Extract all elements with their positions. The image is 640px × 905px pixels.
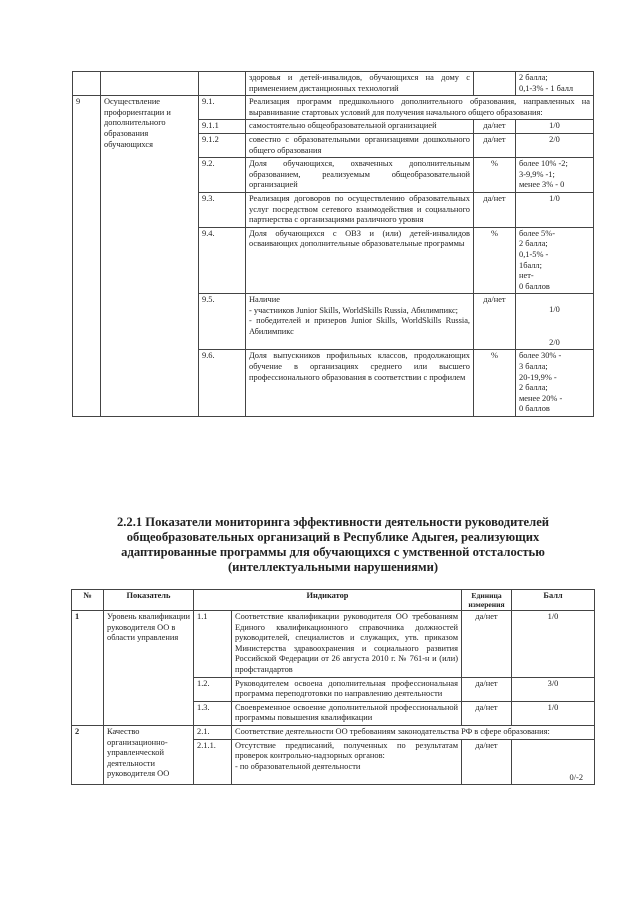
unit-cell: да/нет [462,739,512,785]
score-cell: более 30% - 3 балла; 20-19,9% - 2 балла; менее 20% - 0 баллов [516,350,594,417]
unit-cell: % [474,158,516,193]
heading-line-2: общеобразовательных организаций в Республике Адыгея, реализующих [126,530,540,544]
heading-line-4: (интеллектуальными нарушениями) [227,560,439,574]
score-cell: 2/0 [516,133,594,157]
score-cell: 3/0 [512,677,595,701]
unit-cell: да/нет [462,611,512,678]
indicator-text: Реализация договоров по осуществлению образовательных услуг посредством сетевого взаимодействия и социального партнерства с организациями различного уровня [246,192,474,227]
indicator-code: 9.6. [199,350,246,417]
indicator-code: 2.1. [194,725,232,739]
table-row [73,72,594,96]
indicator-code: 1.2. [194,677,232,701]
section-heading [70,515,596,575]
indicator-sub-text: - по образовательной деятельности [235,761,361,771]
indicator-code: 9.1.2 [199,133,246,157]
table-row [72,611,595,678]
table-row [72,725,595,739]
score-cell: 1/0 [512,611,595,678]
unit-cell: % [474,227,516,294]
score-cell [512,739,595,785]
indicator-code: 9.5. [199,294,246,350]
score-cell: 1/0 [516,192,594,227]
indicator-text: Реализация программ предшкольного дополнительного образования, направленных на выравнивание стартовых условий для получения начального общего образования: [246,96,594,120]
indicator-text: здоровья и детей-инвалидов, обучающихся на дому с применением дистанционных технологий [246,72,474,96]
indicator-text: совестно с образовательными организациями дошкольного общего образования [246,133,474,157]
header-index: Индикатор [194,590,462,611]
score-cell: 1/0 [512,701,595,725]
score-cell: 1/0 [516,120,594,134]
table-header-row [72,590,595,611]
unit-cell: да/нет [462,677,512,701]
indicator-code: 1.1 [194,611,232,678]
score-winners: 2/0 [549,337,560,347]
indicator-code: 9.2. [199,158,246,193]
score-cell: более 5%- 2 балла; 0,1-5% - 1балл; нет- 0 баллов [516,227,594,294]
section-title: Уровень квалификации руководителя ОО в области управления [104,611,194,726]
score-cell: более 10% -2; 3-9,9% -1; менее 3% - 0 [516,158,594,193]
heading-line-3: адаптированные программы для обучающихся с умственной отсталостью [121,545,545,559]
header-score: Балл [512,590,595,611]
indicator-text: Соответствие квалификации руководителя ОО требованиям Единого квалификационного справочника должностей руководителей, специалистов и служащих, утв. приказом Министерства здравоохранения и социального развития Российской Федерации от 26 августа 2010 г. № 761-н и (или) профстандартов [232,611,462,678]
indicator-text: Доля обучающихся, охваченных дополнительным образованием, реализуемым общеобразовательной организацией [246,158,474,193]
unit-cell: да/нет [474,120,516,134]
header-indicator: Показатель [104,590,194,611]
section-number: 2 [72,725,104,784]
score-value: 0/-2 [569,772,584,782]
indicator-text: Соответствие деятельности ОО требованиям законодательства РФ в сфере образования: [232,725,595,739]
indicator-text: самостоятельно общеобразовательной организацией [246,120,474,134]
score-cell: 2 балла; 0,1-3% - 1 балл [516,72,594,96]
indicator-code: 9.1. [199,96,246,120]
unit-cell: да/нет [474,192,516,227]
section-title: Осуществление профориентации и дополнительного образования обучающихся [101,96,199,417]
unit-cell: да/нет [474,294,516,350]
indicator-code: 2.1.1. [194,739,232,785]
criteria-table-continued [72,71,594,417]
score-participants: 1/0 [549,305,560,315]
unit-cell: да/нет [474,133,516,157]
indicator-code: 1.3. [194,701,232,725]
indicator-text [232,739,462,785]
indicator-code: 9.1.1 [199,120,246,134]
indicator-main-text: Отсутствие предписаний, полученных по результатам проверок контрольно-надзорных органов: [235,740,459,761]
heading-line-1: 2.2.1 Показатели мониторинга эффективности деятельности руководителей [116,515,550,529]
indicator-code: 9.4. [199,227,246,294]
section-title: Качество организационно-управленческой деятельности руководителя ОО [104,725,194,784]
indicator-text: Своевременное освоение дополнительной профессиональной программы повышения квалификации [232,701,462,725]
section-number: 1 [72,611,104,726]
section-number: 9 [73,96,101,417]
indicator-text: Доля выпускников профильных классов, продолжающих обучение в организациях среднего или высшего профессионального образования в соответствии с профилем [246,350,474,417]
indicator-text: Доля обучающихся с ОВЗ и (или) детей-инвалидов осваивающих дополнительные образовательные программы [246,227,474,294]
indicator-text: Руководителем освоена дополнительная профессиональная программа переподготовки по направлению деятельности [232,677,462,701]
indicator-code: 9.3. [199,192,246,227]
table-row [73,96,594,120]
unit-cell: % [474,350,516,417]
unit-cell: да/нет [462,701,512,725]
monitoring-table [71,589,595,785]
indicator-text: Наличие - участников Junior Skills, WorldSkills Russia, Абилимпикс; - победителей и призеров Junior Skills, WorldSkills Russia, Абилимпикс [246,294,474,350]
score-cell [516,294,594,350]
header-num: № [72,590,104,611]
header-unit: Единица измерения [462,590,512,611]
